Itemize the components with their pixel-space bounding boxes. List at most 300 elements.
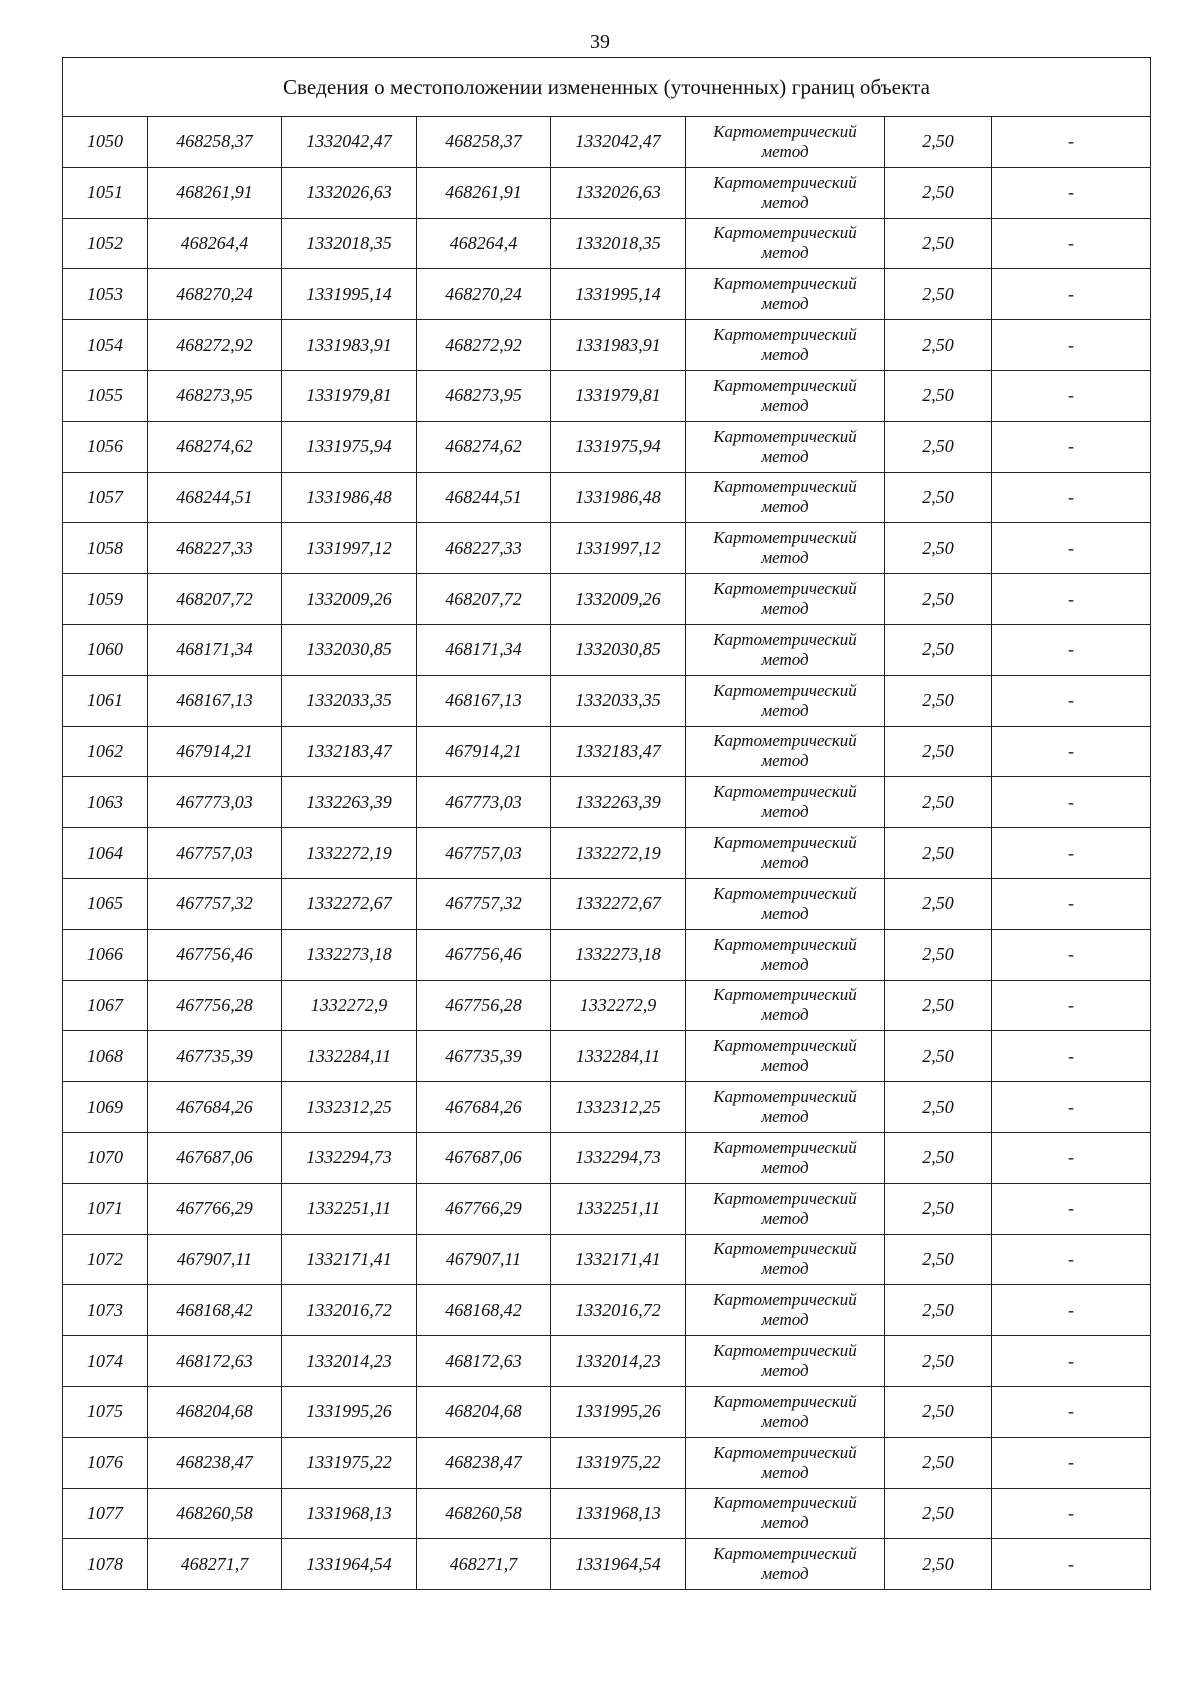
table-row xyxy=(63,370,1151,421)
method-cell xyxy=(686,1234,885,1285)
accuracy-cell: 2,50 xyxy=(885,726,992,777)
method-text: метод xyxy=(761,1208,809,1228)
x-refined-cell: 467907,11 xyxy=(417,1234,551,1285)
method-text: метод xyxy=(761,954,809,974)
note-cell: - xyxy=(992,574,1151,625)
method-text: метод xyxy=(761,1005,809,1025)
x-existing-cell: 468167,13 xyxy=(148,675,282,726)
title-row xyxy=(63,58,1151,117)
y-refined-cell: 1332009,26 xyxy=(551,574,686,625)
y-existing-cell: 1332033,35 xyxy=(282,675,417,726)
note-cell: - xyxy=(992,624,1151,675)
x-refined-cell: 467756,46 xyxy=(417,929,551,980)
table-row xyxy=(63,624,1151,675)
y-refined-cell: 1332294,73 xyxy=(551,1132,686,1183)
accuracy-cell: 2,50 xyxy=(885,167,992,218)
y-existing-cell: 1332183,47 xyxy=(282,726,417,777)
note-cell: - xyxy=(992,777,1151,828)
point-number-cell: 1076 xyxy=(63,1437,148,1488)
point-number-cell: 1054 xyxy=(63,320,148,371)
method-text: метод xyxy=(761,395,809,415)
method-text: Картометрический xyxy=(713,1442,857,1462)
accuracy-cell: 2,50 xyxy=(885,878,992,929)
method-text: Картометрический xyxy=(713,1087,857,1107)
point-number-cell: 1064 xyxy=(63,828,148,879)
x-refined-cell: 468168,42 xyxy=(417,1285,551,1336)
accuracy-cell: 2,50 xyxy=(885,1183,992,1234)
y-refined-cell: 1332312,25 xyxy=(551,1082,686,1133)
x-existing-cell: 467757,32 xyxy=(148,878,282,929)
method-text: метод xyxy=(761,1462,809,1482)
table-row xyxy=(63,1539,1151,1590)
table-row xyxy=(63,878,1151,929)
note-cell: - xyxy=(992,269,1151,320)
point-number-cell: 1072 xyxy=(63,1234,148,1285)
method-text: метод xyxy=(761,853,809,873)
x-refined-cell: 468172,63 xyxy=(417,1336,551,1387)
method-cell xyxy=(686,624,885,675)
table-body xyxy=(63,58,1151,1590)
method-text: метод xyxy=(761,1564,809,1584)
accuracy-cell: 2,50 xyxy=(885,1336,992,1387)
x-refined-cell: 467756,28 xyxy=(417,980,551,1031)
x-refined-cell: 467687,06 xyxy=(417,1132,551,1183)
y-refined-cell: 1331986,48 xyxy=(551,472,686,523)
y-existing-cell: 1332014,23 xyxy=(282,1336,417,1387)
y-refined-cell: 1331997,12 xyxy=(551,523,686,574)
note-cell: - xyxy=(992,878,1151,929)
note-cell: - xyxy=(992,472,1151,523)
method-text: Картометрический xyxy=(713,1036,857,1056)
x-existing-cell: 468270,24 xyxy=(148,269,282,320)
x-existing-cell: 468258,37 xyxy=(148,117,282,168)
method-cell xyxy=(686,574,885,625)
method-text: метод xyxy=(761,1107,809,1127)
page-number: 39 xyxy=(590,31,610,53)
method-cell xyxy=(686,117,885,168)
note-cell: - xyxy=(992,1234,1151,1285)
method-text: Картометрический xyxy=(713,1391,857,1411)
table-row xyxy=(63,269,1151,320)
point-number-cell: 1065 xyxy=(63,878,148,929)
point-number-cell: 1077 xyxy=(63,1488,148,1539)
y-refined-cell: 1332171,41 xyxy=(551,1234,686,1285)
x-existing-cell: 468271,7 xyxy=(148,1539,282,1590)
method-text: метод xyxy=(761,1157,809,1177)
point-number-cell: 1075 xyxy=(63,1386,148,1437)
table-row xyxy=(63,828,1151,879)
method-cell xyxy=(686,472,885,523)
method-text: метод xyxy=(761,599,809,619)
table-row xyxy=(63,1285,1151,1336)
y-refined-cell: 1332272,19 xyxy=(551,828,686,879)
note-cell: - xyxy=(992,370,1151,421)
table-row xyxy=(63,980,1151,1031)
x-existing-cell: 467757,03 xyxy=(148,828,282,879)
table-row xyxy=(63,1437,1151,1488)
point-number-cell: 1078 xyxy=(63,1539,148,1590)
accuracy-cell: 2,50 xyxy=(885,675,992,726)
note-cell: - xyxy=(992,117,1151,168)
point-number-cell: 1066 xyxy=(63,929,148,980)
y-existing-cell: 1332030,85 xyxy=(282,624,417,675)
note-cell: - xyxy=(992,1183,1151,1234)
note-cell: - xyxy=(992,726,1151,777)
point-number-cell: 1056 xyxy=(63,421,148,472)
y-existing-cell: 1331979,81 xyxy=(282,370,417,421)
y-existing-cell: 1332272,19 xyxy=(282,828,417,879)
method-text: метод xyxy=(761,345,809,365)
accuracy-cell: 2,50 xyxy=(885,1386,992,1437)
method-text: Картометрический xyxy=(713,680,857,700)
note-cell: - xyxy=(992,929,1151,980)
point-number-cell: 1068 xyxy=(63,1031,148,1082)
accuracy-cell: 2,50 xyxy=(885,218,992,269)
x-refined-cell: 468261,91 xyxy=(417,167,551,218)
method-cell xyxy=(686,523,885,574)
method-text: Картометрический xyxy=(713,528,857,548)
note-cell: - xyxy=(992,218,1151,269)
point-number-cell: 1073 xyxy=(63,1285,148,1336)
point-number-cell: 1059 xyxy=(63,574,148,625)
accuracy-cell: 2,50 xyxy=(885,574,992,625)
accuracy-cell: 2,50 xyxy=(885,117,992,168)
table-row xyxy=(63,1132,1151,1183)
note-cell: - xyxy=(992,828,1151,879)
point-number-cell: 1050 xyxy=(63,117,148,168)
x-existing-cell: 468264,4 xyxy=(148,218,282,269)
table-row xyxy=(63,218,1151,269)
accuracy-cell: 2,50 xyxy=(885,269,992,320)
accuracy-cell: 2,50 xyxy=(885,828,992,879)
x-existing-cell: 468238,47 xyxy=(148,1437,282,1488)
method-cell xyxy=(686,726,885,777)
x-refined-cell: 468271,7 xyxy=(417,1539,551,1590)
method-cell xyxy=(686,828,885,879)
y-existing-cell: 1331997,12 xyxy=(282,523,417,574)
note-cell: - xyxy=(992,1386,1151,1437)
x-refined-cell: 468167,13 xyxy=(417,675,551,726)
y-existing-cell: 1332312,25 xyxy=(282,1082,417,1133)
y-existing-cell: 1332263,39 xyxy=(282,777,417,828)
method-text: метод xyxy=(761,903,809,923)
method-text: Картометрический xyxy=(713,731,857,751)
accuracy-cell: 2,50 xyxy=(885,320,992,371)
table-row xyxy=(63,117,1151,168)
table-row xyxy=(63,675,1151,726)
table-row xyxy=(63,726,1151,777)
method-text: Картометрический xyxy=(713,1239,857,1259)
method-text: метод xyxy=(761,1411,809,1431)
method-cell xyxy=(686,929,885,980)
note-cell: - xyxy=(992,675,1151,726)
note-cell: - xyxy=(992,1336,1151,1387)
x-existing-cell: 468227,33 xyxy=(148,523,282,574)
method-text: Картометрический xyxy=(713,934,857,954)
method-text: Картометрический xyxy=(713,1188,857,1208)
method-text: Картометрический xyxy=(713,477,857,497)
table-row xyxy=(63,1031,1151,1082)
point-number-cell: 1069 xyxy=(63,1082,148,1133)
method-cell xyxy=(686,269,885,320)
method-text: Картометрический xyxy=(713,833,857,853)
x-refined-cell: 468274,62 xyxy=(417,421,551,472)
y-refined-cell: 1332272,67 xyxy=(551,878,686,929)
y-existing-cell: 1331975,94 xyxy=(282,421,417,472)
x-existing-cell: 468244,51 xyxy=(148,472,282,523)
point-number-cell: 1067 xyxy=(63,980,148,1031)
x-existing-cell: 468272,92 xyxy=(148,320,282,371)
note-cell: - xyxy=(992,1285,1151,1336)
y-existing-cell: 1331986,48 xyxy=(282,472,417,523)
table-row xyxy=(63,574,1151,625)
accuracy-cell: 2,50 xyxy=(885,624,992,675)
point-number-cell: 1051 xyxy=(63,167,148,218)
y-refined-cell: 1331975,94 xyxy=(551,421,686,472)
y-refined-cell: 1332183,47 xyxy=(551,726,686,777)
method-cell xyxy=(686,1437,885,1488)
x-refined-cell: 467773,03 xyxy=(417,777,551,828)
x-existing-cell: 467907,11 xyxy=(148,1234,282,1285)
table-row xyxy=(63,1386,1151,1437)
x-existing-cell: 467766,29 xyxy=(148,1183,282,1234)
method-cell xyxy=(686,675,885,726)
y-refined-cell: 1332014,23 xyxy=(551,1336,686,1387)
x-refined-cell: 467757,32 xyxy=(417,878,551,929)
table-row xyxy=(63,1336,1151,1387)
x-refined-cell: 468238,47 xyxy=(417,1437,551,1488)
y-existing-cell: 1332016,72 xyxy=(282,1285,417,1336)
x-existing-cell: 468261,91 xyxy=(148,167,282,218)
y-existing-cell: 1332272,9 xyxy=(282,980,417,1031)
point-number-cell: 1070 xyxy=(63,1132,148,1183)
point-number-cell: 1058 xyxy=(63,523,148,574)
x-existing-cell: 467914,21 xyxy=(148,726,282,777)
x-existing-cell: 468172,63 xyxy=(148,1336,282,1387)
note-cell: - xyxy=(992,1132,1151,1183)
method-cell xyxy=(686,1336,885,1387)
method-text: Картометрический xyxy=(713,1493,857,1513)
method-text: Картометрический xyxy=(713,1544,857,1564)
x-refined-cell: 468204,68 xyxy=(417,1386,551,1437)
accuracy-cell: 2,50 xyxy=(885,421,992,472)
note-cell: - xyxy=(992,523,1151,574)
y-refined-cell: 1332026,63 xyxy=(551,167,686,218)
accuracy-cell: 2,50 xyxy=(885,1437,992,1488)
y-existing-cell: 1331995,14 xyxy=(282,269,417,320)
method-text: метод xyxy=(761,751,809,771)
x-refined-cell: 468260,58 xyxy=(417,1488,551,1539)
note-cell: - xyxy=(992,320,1151,371)
y-refined-cell: 1332042,47 xyxy=(551,117,686,168)
note-cell: - xyxy=(992,1437,1151,1488)
accuracy-cell: 2,50 xyxy=(885,1082,992,1133)
method-text: метод xyxy=(761,1513,809,1533)
y-refined-cell: 1332251,11 xyxy=(551,1183,686,1234)
method-cell xyxy=(686,167,885,218)
x-refined-cell: 468264,4 xyxy=(417,218,551,269)
method-cell xyxy=(686,1386,885,1437)
accuracy-cell: 2,50 xyxy=(885,523,992,574)
method-text: метод xyxy=(761,192,809,212)
note-cell: - xyxy=(992,1031,1151,1082)
x-existing-cell: 468274,62 xyxy=(148,421,282,472)
table-row xyxy=(63,523,1151,574)
y-refined-cell: 1331995,14 xyxy=(551,269,686,320)
x-refined-cell: 468258,37 xyxy=(417,117,551,168)
method-text: Картометрический xyxy=(713,782,857,802)
y-refined-cell: 1331995,26 xyxy=(551,1386,686,1437)
y-existing-cell: 1331975,22 xyxy=(282,1437,417,1488)
table-row xyxy=(63,320,1151,371)
method-text: метод xyxy=(761,243,809,263)
method-text: Картометрический xyxy=(713,629,857,649)
method-text: метод xyxy=(761,802,809,822)
x-refined-cell: 468273,95 xyxy=(417,370,551,421)
point-number-cell: 1071 xyxy=(63,1183,148,1234)
method-text: Картометрический xyxy=(713,274,857,294)
accuracy-cell: 2,50 xyxy=(885,472,992,523)
note-cell: - xyxy=(992,1488,1151,1539)
y-refined-cell: 1332284,11 xyxy=(551,1031,686,1082)
method-text: метод xyxy=(761,497,809,517)
method-text: Картометрический xyxy=(713,375,857,395)
method-cell xyxy=(686,777,885,828)
y-existing-cell: 1332294,73 xyxy=(282,1132,417,1183)
x-existing-cell: 467756,28 xyxy=(148,980,282,1031)
x-refined-cell: 468227,33 xyxy=(417,523,551,574)
method-text: метод xyxy=(761,141,809,161)
x-existing-cell: 467735,39 xyxy=(148,1031,282,1082)
point-number-cell: 1060 xyxy=(63,624,148,675)
accuracy-cell: 2,50 xyxy=(885,980,992,1031)
y-refined-cell: 1332033,35 xyxy=(551,675,686,726)
method-text: Картометрический xyxy=(713,325,857,345)
x-existing-cell: 468204,68 xyxy=(148,1386,282,1437)
y-existing-cell: 1332042,47 xyxy=(282,117,417,168)
method-cell xyxy=(686,218,885,269)
method-cell xyxy=(686,1132,885,1183)
x-existing-cell: 467756,46 xyxy=(148,929,282,980)
y-existing-cell: 1331968,13 xyxy=(282,1488,417,1539)
method-text: метод xyxy=(761,649,809,669)
x-refined-cell: 467684,26 xyxy=(417,1082,551,1133)
accuracy-cell: 2,50 xyxy=(885,370,992,421)
x-existing-cell: 468207,72 xyxy=(148,574,282,625)
y-existing-cell: 1331964,54 xyxy=(282,1539,417,1590)
method-cell xyxy=(686,878,885,929)
note-cell: - xyxy=(992,980,1151,1031)
method-text: Картометрический xyxy=(713,172,857,192)
table-row xyxy=(63,167,1151,218)
x-existing-cell: 468260,58 xyxy=(148,1488,282,1539)
note-cell: - xyxy=(992,1539,1151,1590)
method-cell xyxy=(686,1031,885,1082)
method-cell xyxy=(686,980,885,1031)
method-text: метод xyxy=(761,548,809,568)
x-existing-cell: 468171,34 xyxy=(148,624,282,675)
method-cell xyxy=(686,1285,885,1336)
method-text: Картометрический xyxy=(713,121,857,141)
method-text: Картометрический xyxy=(713,883,857,903)
x-refined-cell: 468272,92 xyxy=(417,320,551,371)
accuracy-cell: 2,50 xyxy=(885,1031,992,1082)
x-existing-cell: 467773,03 xyxy=(148,777,282,828)
y-existing-cell: 1332171,41 xyxy=(282,1234,417,1285)
method-cell xyxy=(686,1183,885,1234)
point-number-cell: 1052 xyxy=(63,218,148,269)
accuracy-cell: 2,50 xyxy=(885,777,992,828)
y-refined-cell: 1331983,91 xyxy=(551,320,686,371)
method-text: метод xyxy=(761,700,809,720)
method-text: метод xyxy=(761,1259,809,1279)
x-existing-cell: 468168,42 xyxy=(148,1285,282,1336)
accuracy-cell: 2,50 xyxy=(885,1488,992,1539)
method-text: Картометрический xyxy=(713,223,857,243)
table-row xyxy=(63,777,1151,828)
table-row xyxy=(63,1488,1151,1539)
point-number-cell: 1074 xyxy=(63,1336,148,1387)
method-text: Картометрический xyxy=(713,1341,857,1361)
y-refined-cell: 1332016,72 xyxy=(551,1285,686,1336)
point-number-cell: 1057 xyxy=(63,472,148,523)
accuracy-cell: 2,50 xyxy=(885,1539,992,1590)
method-text: Картометрический xyxy=(713,426,857,446)
y-refined-cell: 1332273,18 xyxy=(551,929,686,980)
table-row xyxy=(63,1082,1151,1133)
y-refined-cell: 1331975,22 xyxy=(551,1437,686,1488)
point-number-cell: 1063 xyxy=(63,777,148,828)
accuracy-cell: 2,50 xyxy=(885,929,992,980)
note-cell: - xyxy=(992,1082,1151,1133)
x-refined-cell: 467766,29 xyxy=(417,1183,551,1234)
y-refined-cell: 1332018,35 xyxy=(551,218,686,269)
method-text: Картометрический xyxy=(713,1137,857,1157)
x-refined-cell: 467735,39 xyxy=(417,1031,551,1082)
y-refined-cell: 1332030,85 xyxy=(551,624,686,675)
method-text: Картометрический xyxy=(713,1290,857,1310)
x-refined-cell: 468171,34 xyxy=(417,624,551,675)
y-refined-cell: 1331964,54 xyxy=(551,1539,686,1590)
method-text: метод xyxy=(761,1310,809,1330)
y-existing-cell: 1332009,26 xyxy=(282,574,417,625)
table-row xyxy=(63,1183,1151,1234)
note-cell: - xyxy=(992,421,1151,472)
boundary-table xyxy=(62,57,1151,1590)
x-existing-cell: 468273,95 xyxy=(148,370,282,421)
point-number-cell: 1055 xyxy=(63,370,148,421)
x-refined-cell: 468244,51 xyxy=(417,472,551,523)
table-row xyxy=(63,472,1151,523)
accuracy-cell: 2,50 xyxy=(885,1132,992,1183)
note-cell: - xyxy=(992,167,1151,218)
y-existing-cell: 1331983,91 xyxy=(282,320,417,371)
point-number-cell: 1061 xyxy=(63,675,148,726)
x-refined-cell: 468207,72 xyxy=(417,574,551,625)
method-cell xyxy=(686,320,885,371)
method-cell xyxy=(686,370,885,421)
method-cell xyxy=(686,1488,885,1539)
method-cell xyxy=(686,421,885,472)
method-text: метод xyxy=(761,1056,809,1076)
accuracy-cell: 2,50 xyxy=(885,1285,992,1336)
method-text: Картометрический xyxy=(713,579,857,599)
y-existing-cell: 1332273,18 xyxy=(282,929,417,980)
method-cell xyxy=(686,1539,885,1590)
y-refined-cell: 1332272,9 xyxy=(551,980,686,1031)
x-existing-cell: 467687,06 xyxy=(148,1132,282,1183)
method-cell xyxy=(686,1082,885,1133)
